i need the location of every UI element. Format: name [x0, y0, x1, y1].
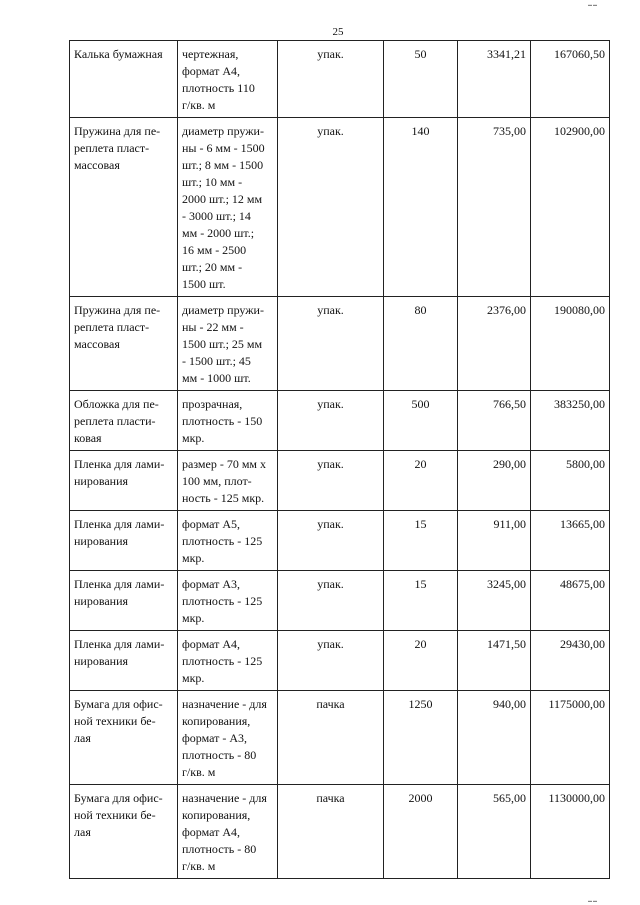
item-total-cell: 102900,00	[531, 118, 610, 297]
item-unit-cell: упак.	[278, 41, 384, 118]
item-unit-cell: упак.	[278, 511, 384, 571]
item-name-cell: Бумага для офис- ной техники бе- лая	[70, 785, 178, 879]
item-quantity-cell: 2000	[384, 785, 458, 879]
item-price-cell: 3245,00	[458, 571, 531, 631]
item-name-cell: Пленка для лами- нирования	[70, 511, 178, 571]
item-price-cell: 735,00	[458, 118, 531, 297]
item-description-cell: диаметр пружи- ны - 6 мм - 1500 шт.; 8 мм - 1500 шт.; 10 мм - 2000 шт.; 12 мм - 3000 шт.; 14 мм - 2000 шт.; 16 мм - 2500 шт.; 20 мм - 1500 шт.	[178, 118, 278, 297]
item-name-cell: Пленка для лами- нирования	[70, 631, 178, 691]
item-name-cell: Бумага для офис- ной техники бе- лая	[70, 691, 178, 785]
item-price-cell: 766,50	[458, 391, 531, 451]
item-description-cell: чертежная, формат А4, плотность 110 г/кв. м	[178, 41, 278, 118]
item-name-cell: Обложка для пе- реплета пласти- ковая	[70, 391, 178, 451]
table-row	[70, 785, 610, 879]
table-body	[70, 41, 610, 879]
item-price-cell: 565,00	[458, 785, 531, 879]
item-unit-cell: упак.	[278, 391, 384, 451]
item-description-cell: формат А3, плотность - 125 мкр.	[178, 571, 278, 631]
item-total-cell: 13665,00	[531, 511, 610, 571]
item-total-cell: 48675,00	[531, 571, 610, 631]
page-number: 25	[332, 26, 344, 38]
item-quantity-cell: 20	[384, 451, 458, 511]
item-unit-cell: пачка	[278, 785, 384, 879]
item-name-cell: Пружина для пе- реплета пласт- массовая	[70, 297, 178, 391]
item-price-cell: 940,00	[458, 691, 531, 785]
table-row	[70, 41, 610, 118]
corner-mark-bottom: ▬▬	[588, 898, 598, 903]
item-unit-cell: упак.	[278, 451, 384, 511]
item-quantity-cell: 140	[384, 118, 458, 297]
item-price-cell: 3341,21	[458, 41, 531, 118]
table-row	[70, 297, 610, 391]
table-row	[70, 511, 610, 571]
table-row	[70, 571, 610, 631]
item-description-cell: формат А4, плотность - 125 мкр.	[178, 631, 278, 691]
item-quantity-cell: 80	[384, 297, 458, 391]
corner-mark-top: ▬▬	[588, 2, 598, 7]
item-total-cell: 1130000,00	[531, 785, 610, 879]
item-description-cell: формат А5, плотность - 125 мкр.	[178, 511, 278, 571]
item-price-cell: 2376,00	[458, 297, 531, 391]
item-total-cell: 1175000,00	[531, 691, 610, 785]
item-name-cell: Калька бумажная	[70, 41, 178, 118]
table-row	[70, 691, 610, 785]
item-quantity-cell: 500	[384, 391, 458, 451]
item-total-cell: 190080,00	[531, 297, 610, 391]
item-unit-cell: пачка	[278, 691, 384, 785]
item-quantity-cell: 50	[384, 41, 458, 118]
item-total-cell: 383250,00	[531, 391, 610, 451]
table-row	[70, 118, 610, 297]
item-total-cell: 167060,50	[531, 41, 610, 118]
item-name-cell: Пленка для лами- нирования	[70, 451, 178, 511]
item-name-cell: Пленка для лами- нирования	[70, 571, 178, 631]
item-total-cell: 29430,00	[531, 631, 610, 691]
item-quantity-cell: 15	[384, 511, 458, 571]
item-name-cell: Пружина для пе- реплета пласт- массовая	[70, 118, 178, 297]
item-unit-cell: упак.	[278, 631, 384, 691]
item-description-cell: диаметр пружи- ны - 22 мм - 1500 шт.; 25 мм - 1500 шт.; 45 мм - 1000 шт.	[178, 297, 278, 391]
item-total-cell: 5800,00	[531, 451, 610, 511]
item-description-cell: размер - 70 мм х 100 мм, плот- ность - 125 мкр.	[178, 451, 278, 511]
item-quantity-cell: 20	[384, 631, 458, 691]
item-unit-cell: упак.	[278, 118, 384, 297]
item-price-cell: 911,00	[458, 511, 531, 571]
item-price-cell: 1471,50	[458, 631, 531, 691]
item-quantity-cell: 1250	[384, 691, 458, 785]
item-unit-cell: упак.	[278, 571, 384, 631]
table-row	[70, 451, 610, 511]
item-description-cell: назначение - для копирования, формат - А3, плотность - 80 г/кв. м	[178, 691, 278, 785]
item-price-cell: 290,00	[458, 451, 531, 511]
table-row	[70, 391, 610, 451]
item-quantity-cell: 15	[384, 571, 458, 631]
item-description-cell: назначение - для копирования, формат А4, плотность - 80 г/кв. м	[178, 785, 278, 879]
table-row	[70, 631, 610, 691]
specification-table	[69, 40, 610, 879]
item-description-cell: прозрачная, плотность - 150 мкр.	[178, 391, 278, 451]
item-unit-cell: упак.	[278, 297, 384, 391]
